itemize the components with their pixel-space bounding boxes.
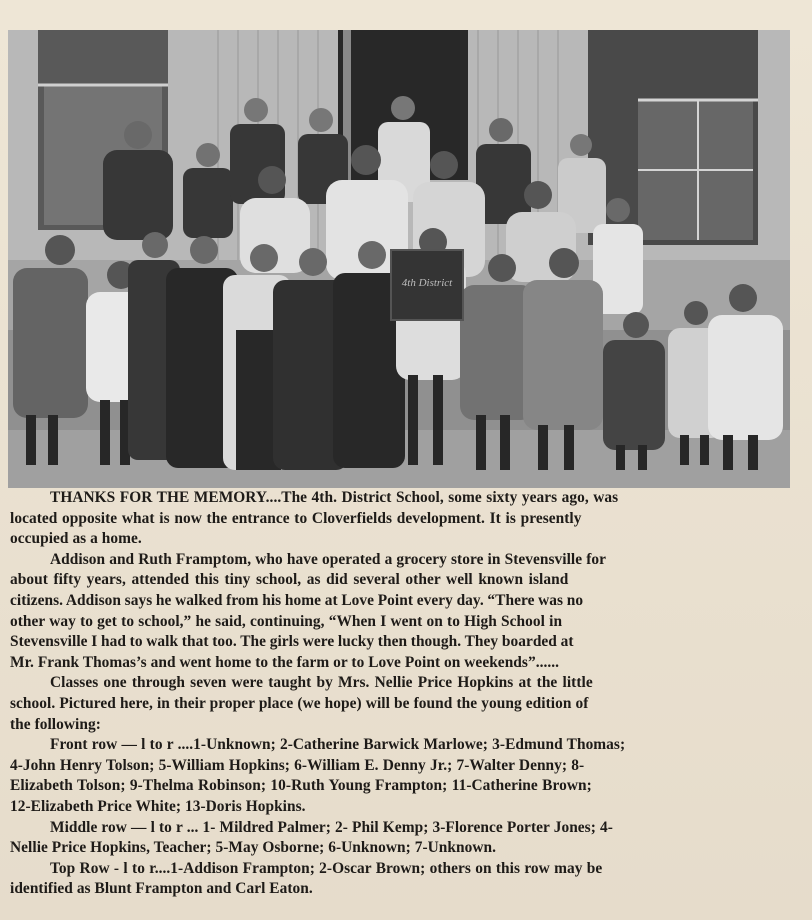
caption-line: occupied as a home.	[10, 530, 142, 548]
class-photo-graphic	[8, 30, 790, 488]
chalkboard-text: 4th District	[401, 277, 453, 289]
caption-line: THANKS FOR THE MEMORY....The 4th. District School, some sixty years ago, was	[50, 489, 619, 506]
caption-line: the following:	[10, 715, 101, 733]
caption-line: Classes one through seven were taught by Mrs. Nellie Price Hopkins at the little	[50, 674, 593, 692]
caption-line: 4-John Henry Tolson; 5-William Hopkins; 6-William E. Denny Jr.; 7-Walter Denny; 8-	[10, 756, 585, 774]
caption-line: about fifty years, attended this tiny school, as did several other well known island	[10, 571, 569, 589]
caption-line: located opposite what is now the entrance to Cloverfields development. It is presently	[10, 509, 582, 527]
caption-line: Front row — l to r ....1-Unknown; 2-Catherine Barwick Marlowe; 3-Edmund Thomas;	[50, 736, 626, 754]
caption-line: Top Row - l to r....1-Addison Frampton; 2-Oscar Brown; others on this row may be	[50, 859, 603, 877]
caption-line: Addison and Ruth Framptom, who have operated a grocery store in Stevensville for	[50, 550, 607, 568]
caption-line: Mr. Frank Thomas’s and went home to the farm or to Love Point on weekends”......	[10, 653, 560, 671]
class-photo	[8, 30, 790, 488]
caption-line: citizens. Addison says he walked from his home at Love Point every day. “There was no	[10, 591, 584, 609]
caption-line: Nellie Price Hopkins, Teacher; 5-May Osborne; 6-Unknown; 7-Unknown.	[10, 839, 497, 857]
caption-line: Elizabeth Tolson; 9-Thelma Robinson; 10-Ruth Young Frampton; 11-Catherine Brown;	[10, 777, 592, 795]
caption-line: other way to get to school,” he said, continuing, “When I went on to High School in	[10, 612, 563, 630]
caption-line: Middle row — l to r ... 1- Mildred Palmer; 2- Phil Kemp; 3-Florence Porter Jones; 4-	[50, 818, 613, 836]
caption-line: 12-Elizabeth Price White; 13-Doris Hopkins.	[10, 797, 306, 815]
photo-caption	[10, 488, 786, 900]
caption-line: Stevensville I had to walk that too. The girls were lucky then though. They boarded at	[10, 633, 574, 651]
caption-line: identified as Blunt Frampton and Carl Eaton.	[10, 880, 313, 898]
caption-line: school. Pictured here, in their proper place (we hope) will be found the young edition of	[10, 694, 589, 712]
